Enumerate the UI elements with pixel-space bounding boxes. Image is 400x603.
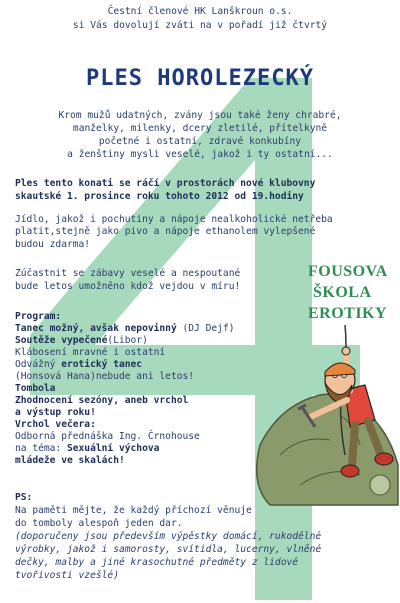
program-contests-label: Soutěže vypečené (15, 335, 108, 346)
program-topic (15, 443, 159, 455)
program-dance (15, 323, 235, 335)
program-erotic (15, 359, 142, 371)
side-text-line: ŠKOLA (313, 284, 372, 301)
location-line: Ples tento konati se ráčí v prostorách nové klubovny (15, 178, 316, 189)
ps-line: Na paměti mějte, že každý příchozí věnuje (15, 505, 252, 516)
program-topic-label: Sexuální výchova (66, 443, 160, 454)
location-line: skautské 1. prosince roku tohoto 2012 od 19.hodiny (15, 191, 304, 202)
program-lecture: Odborná přednáška Ing. Črnohouse (15, 431, 200, 442)
header-line-2: si Vás dovolují zváti na v pořadí již čtvrtý (72, 20, 328, 31)
program-contests (15, 335, 148, 347)
program-contests-note: (Libor) (107, 335, 148, 346)
ps-heading: PS: (15, 492, 33, 503)
program-dance-note: (DJ Dejf) (176, 323, 235, 334)
intro-line: Krom mužů udatných, zvány jsou také ženy chrabré, (58, 110, 342, 121)
ps-italic-line: tvořivosti vzešlé) (15, 570, 119, 581)
ps-italic-line: dečky, malby a jiné krasochutné předměty z lidové (15, 557, 299, 568)
program-chat: Klábosení mravné i ostatní (15, 347, 166, 358)
intro-line: početné i ostatní, zdravé konkubíny (98, 136, 302, 147)
cartoon-climber-illustration (240, 325, 400, 510)
program-topic-prefix: na téma: (15, 443, 67, 454)
ps-line: do tomboly alespoň jeden dar. (15, 518, 183, 529)
participation-line: bude letos umožněno kdož vejdou v míru! (15, 281, 241, 292)
program-erotic-prefix: Odvážný (15, 359, 62, 370)
food-line: platit,stejně jako pivo a nápoje ethanolem vylepšené (15, 226, 316, 237)
program-tombola: Tombola (15, 383, 56, 394)
food-line: Jídlo, jakož i pochutiny a nápoje nealkoholické netřeba (15, 214, 333, 225)
side-text-line: FOUSOVA (308, 263, 388, 280)
program-summary: a výstup roku! (15, 407, 96, 418)
program-heading: Program: (15, 311, 62, 322)
ps-italic-line: (doporučeny jsou především výpěstky domácí, rukodělné (15, 531, 322, 542)
program-evening: Vrchol večera: (15, 419, 96, 430)
participation-line: Zúčastnit se zábavy veselé a nespoutané (15, 268, 241, 279)
program-erotic-label: erotický tanec (61, 359, 143, 370)
program-dance-label: Tanec možný, avšak nepovinný (15, 323, 177, 334)
header-line-1: Čestní členové HK Lanškroun o.s. (107, 6, 293, 17)
intro-line: a ženštiny mysli veselé, jakož i ty ostatní... (67, 149, 333, 160)
program-summary: Zhodnocení sezóny, aneb vrchol (15, 395, 189, 406)
side-text-line: EROTIKY (308, 305, 388, 322)
food-line: budou zdarma! (15, 239, 91, 250)
program-hana: (Honsová Hana)nebude ani letos! (15, 371, 195, 382)
intro-line: manželky, milenky, dcery zletilé, přítelkyně (72, 123, 328, 134)
page-title: PLES HOROLEZECKÝ (86, 66, 314, 91)
program-topic: mládeže ve skalách! (15, 455, 125, 466)
ps-italic-line: výrobky, jakož i samorosty, svítidla, lucerny, vlněné (15, 544, 322, 555)
